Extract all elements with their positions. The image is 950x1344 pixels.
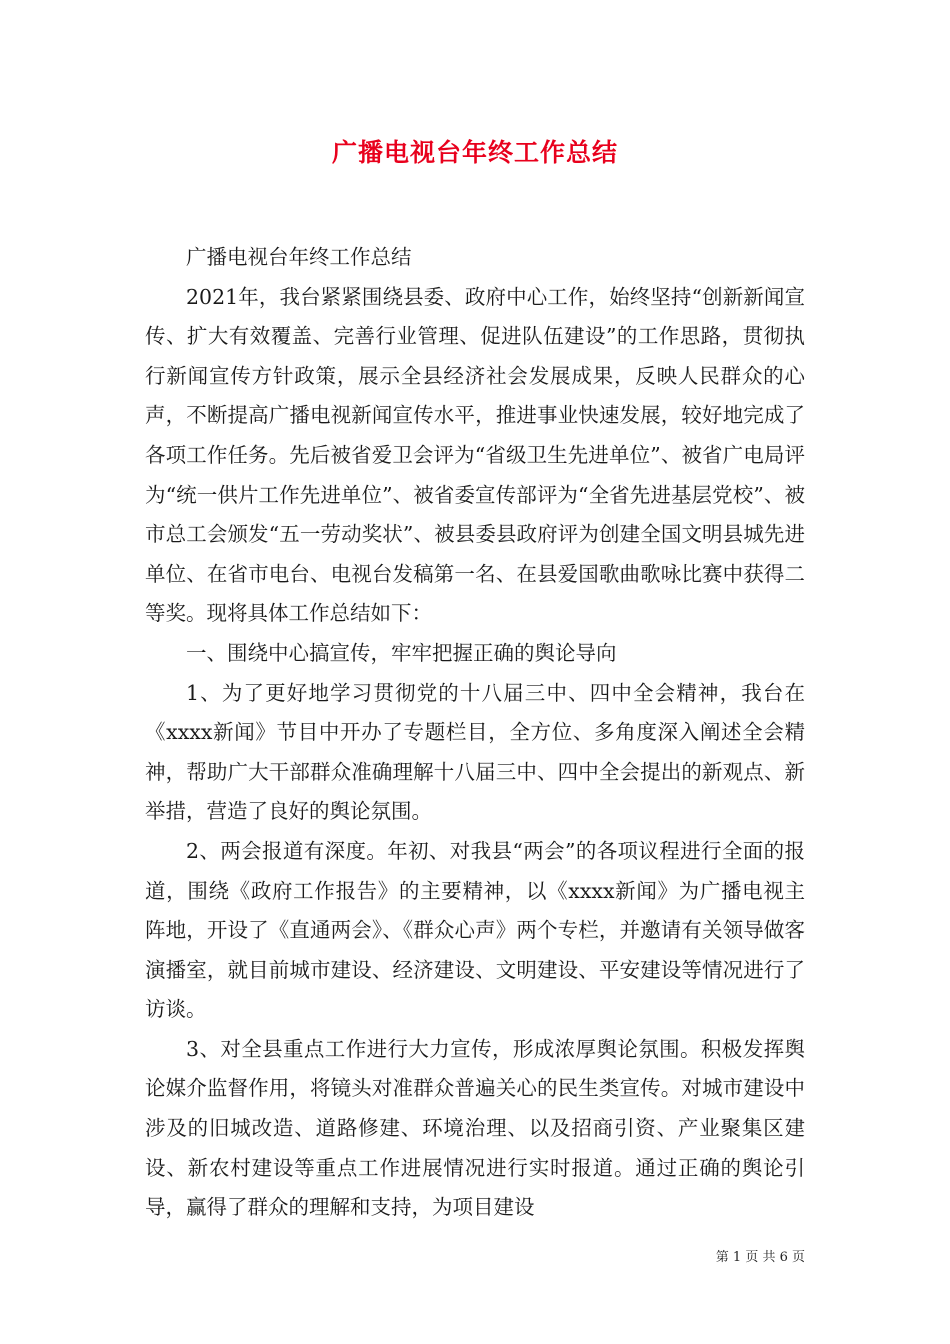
document-body xyxy=(145,238,805,1228)
paragraph-item-3: 3、对全县重点工作进行大力宣传，形成浓厚舆论氛围。积极发挥舆论媒介监督作用，将镜头对准群众普遍关心的民生类宣传。对城市建设中涉及的旧城改造、道路修建、环境治理、以及招商引资、产业聚集区建设、新农村建设等重点工作进展情况进行实时报道。通过正确的舆论引导，赢得了群众的理解和支持，为项目建设 xyxy=(145,1036,805,1220)
paragraph-subtitle: 广播电视台年终工作总结 xyxy=(186,245,412,269)
paragraph-item-2: 2、两会报道有深度。年初、对我县“两会”的各项议程进行全面的报道，围绕《政府工作报告》的主要精神，以《xxxx新闻》为广播电视主阵地，开设了《直通两会》、《群众心声》两个专栏，并邀请有关领导做客演播室，就目前城市建设、经济建设、文明建设、平安建设等情况进行了访谈。 xyxy=(145,838,805,1022)
page-number-footer: 第 1 页 共 6 页 xyxy=(715,1250,805,1265)
document-title: 广播电视台年终工作总结 xyxy=(331,138,618,167)
paragraph-intro: 2021年，我台紧紧围绕县委、政府中心工作，始终坚持“创新新闻宣传、扩大有效覆盖、完善行业管理、促进队伍建设”的工作思路，贯彻执行新闻宣传方针政策，展示全县经济社会发展成果，反映人民群众的心声，不断提高广播电视新闻宣传水平，推进事业快速发展，较好地完成了各项工作任务。先后被省爱卫会评为“省级卫生先进单位”、被省广电局评为“统一供片工作先进单位”、被省委宣传部评为“全省先进基层党校”、被市总工会颁发“五一劳动奖状”、被县委县政府评为创建全国文明县城先进单位、在省市电台、电视台发稿第一名、在县爱国歌曲歌咏比赛中获得二等奖。现将具体工作总结如下： xyxy=(145,284,805,626)
section-heading-1: 一、围绕中心搞宣传，牢牢把握正确的舆论导向 xyxy=(186,640,617,665)
paragraph-item-1: 1、为了更好地学习贯彻党的十八届三中、四中全会精神，我台在《xxxx新闻》节目中开办了专题栏目，全方位、多角度深入阐述全会精神，帮助广大干部群众准确理解十八届三中、四中全会提出的新观点、新举措，营造了良好的舆论氛围。 xyxy=(145,680,805,824)
